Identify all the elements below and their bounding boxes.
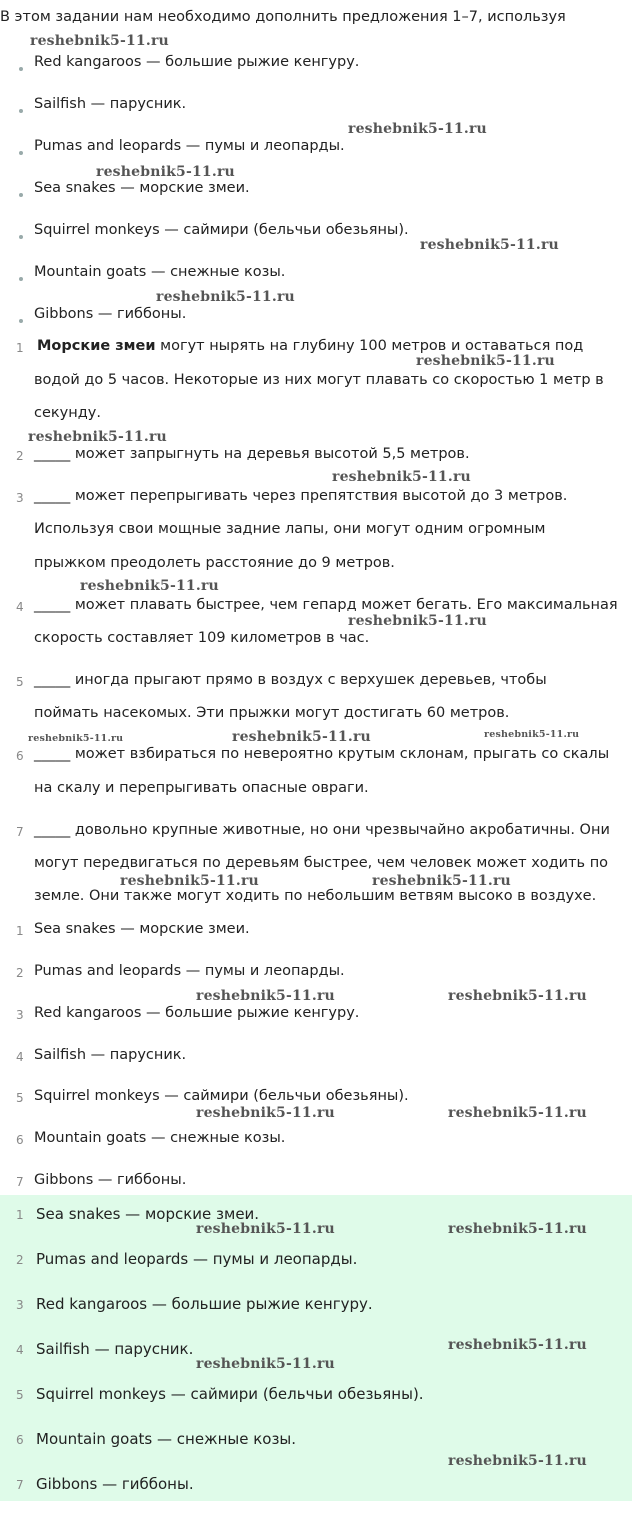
watermark: reshebnik5-11.ru — [348, 613, 487, 629]
sentence-1-line: секунду. — [34, 405, 101, 421]
item-number: 2 — [16, 966, 24, 980]
sentence-5-line: поймать насекомых. Эти прыжки могут достигать 60 метров. — [34, 705, 510, 721]
vocab-item: Squirrel monkeys — саймири (бельчьи обезьяны). — [34, 222, 409, 238]
item-number: 4 — [16, 600, 24, 614]
item-number: 1 — [16, 924, 24, 938]
watermark: reshebnik5-11.ru — [80, 578, 219, 594]
watermark: reshebnik5-11.ru — [448, 988, 587, 1004]
item-number: 7 — [16, 825, 24, 839]
answer-item: Mountain goats — снежные козы. — [34, 1130, 286, 1146]
answer-box-item: Sea snakes — морские змеи. — [36, 1205, 260, 1223]
answer-item: Squirrel monkeys — саймири (бельчьи обезьяны). — [34, 1088, 409, 1104]
watermark: reshebnik5-11.ru — [448, 1453, 587, 1469]
vocab-item: Mountain goats — снежные козы. — [34, 264, 286, 280]
bullet-icon — [19, 193, 23, 197]
item-number: 6 — [16, 1133, 24, 1147]
sentence-6: _____ может взбираться по невероятно крутым склонам, прыгать со скалы — [34, 746, 610, 762]
sentence-7-line: могут передвигаться по деревьям быстрее, чем человек может ходить по — [34, 855, 609, 871]
watermark: reshebnik5-11.ru — [30, 33, 169, 49]
item-number: 6 — [16, 1433, 24, 1447]
item-number: 2 — [16, 449, 24, 463]
sentence-5: _____ иногда прыгают прямо в воздух с верхушек деревьев, чтобы — [34, 672, 547, 688]
answer-box-item: Sailfish — парусник. — [36, 1340, 194, 1358]
answer-item: Sailfish — парусник. — [34, 1047, 187, 1063]
vocab-item: Red kangaroos — большие рыжие кенгуру. — [34, 54, 360, 70]
watermark: reshebnik5-11.ru — [484, 729, 580, 740]
item-number: 4 — [16, 1343, 24, 1357]
sentence-7-line: земле. Они также могут ходить по небольшим ветвям высоко в воздухе. — [34, 888, 597, 904]
answer-item: Pumas and leopards — пумы и леопарды. — [34, 963, 345, 979]
answer-box-item: Squirrel monkeys — саймири (бельчьи обезьяны). — [36, 1385, 424, 1403]
answer-box-item: Red kangaroos — большие рыжие кенгуру. — [36, 1295, 373, 1313]
item-number: 5 — [16, 1091, 24, 1105]
vocab-item: Pumas and leopards — пумы и леопарды. — [34, 138, 345, 154]
item-number: 2 — [16, 1253, 24, 1267]
watermark: reshebnik5-11.ru — [348, 121, 487, 137]
bullet-icon — [19, 319, 23, 323]
sentence-1-text: могут нырять на глубину 100 метров и оставаться под — [155, 338, 584, 354]
sentence-4: _____ может плавать быстрее, чем гепард может бегать. Его максимальная — [34, 597, 618, 613]
bullet-icon — [19, 277, 23, 281]
vocab-item: Sailfish — парусник. — [34, 96, 187, 112]
answer-box-item: Gibbons — гиббоны. — [36, 1475, 194, 1493]
answer-item: Gibbons — гиббоны. — [34, 1172, 187, 1188]
sentence-7: _____ довольно крупные животные, но они чрезвычайно акробатичны. Они — [34, 822, 610, 838]
item-number: 5 — [16, 1388, 24, 1402]
sentence-3-line: прыжком преодолеть расстояние до 9 метров. — [34, 555, 395, 571]
watermark: reshebnik5-11.ru — [96, 164, 235, 180]
bullet-icon — [19, 151, 23, 155]
item-number: 7 — [16, 1175, 24, 1189]
answer-box-item: Mountain goats — снежные козы. — [36, 1430, 297, 1448]
bullet-icon — [19, 235, 23, 239]
sentence-4-line: скорость составляет 109 километров в час. — [34, 630, 370, 646]
answer-box-item: Pumas and leopards — пумы и леопарды. — [36, 1250, 358, 1268]
sentence-3: _____ может перепрыгивать через препятствия высотой до 3 метров. — [34, 488, 568, 504]
watermark: reshebnik5-11.ru — [448, 1221, 587, 1237]
watermark: reshebnik5-11.ru — [332, 469, 471, 485]
watermark: reshebnik5-11.ru — [28, 429, 167, 445]
sentence-2: _____ может запрыгнуть на деревья высотой 5,5 метров. — [34, 446, 470, 462]
watermark: reshebnik5-11.ru — [196, 988, 335, 1004]
sentence-1 — [37, 338, 583, 354]
vocab-item: Sea snakes — морские змеи. — [34, 180, 250, 196]
watermark: reshebnik5-11.ru — [28, 733, 124, 744]
bullet-icon — [19, 67, 23, 71]
sentence-1-line: водой до 5 часов. Некоторые из них могут плавать со скоростью 1 метр в — [34, 372, 604, 388]
watermark: reshebnik5-11.ru — [420, 237, 559, 253]
sentence-3-line: Используя свои мощные задние лапы, они могут одним огромным — [34, 521, 546, 537]
item-number: 3 — [16, 1298, 24, 1312]
item-number: 4 — [16, 1050, 24, 1064]
bullet-icon — [19, 109, 23, 113]
watermark: reshebnik5-11.ru — [448, 1105, 587, 1121]
watermark: reshebnik5-11.ru — [196, 1356, 335, 1372]
watermark: reshebnik5-11.ru — [416, 353, 555, 369]
item-number: 1 — [16, 341, 24, 355]
watermark: reshebnik5-11.ru — [448, 1337, 587, 1353]
answer-item: Red kangaroos — большие рыжие кенгуру. — [34, 1005, 360, 1021]
item-number: 3 — [16, 1008, 24, 1022]
watermark: reshebnik5-11.ru — [372, 873, 511, 889]
item-number: 1 — [16, 1208, 24, 1222]
sentence-6-line: на скалу и перепрыгивать опасные овраги. — [34, 780, 369, 796]
intro-text: В этом задании нам необходимо дополнить предложения 1–7, используя — [0, 9, 566, 25]
watermark: reshebnik5-11.ru — [196, 1105, 335, 1121]
watermark: reshebnik5-11.ru — [120, 873, 259, 889]
item-number: 5 — [16, 675, 24, 689]
item-number: 6 — [16, 749, 24, 763]
sentence-1-answer: Морские змеи — [37, 338, 156, 354]
vocab-item: Gibbons — гиббоны. — [34, 306, 187, 322]
watermark: reshebnik5-11.ru — [156, 289, 295, 305]
answer-item: Sea snakes — морские змеи. — [34, 921, 250, 937]
item-number: 3 — [16, 491, 24, 505]
watermark: reshebnik5-11.ru — [232, 729, 371, 745]
watermark: reshebnik5-11.ru — [196, 1221, 335, 1237]
item-number: 7 — [16, 1478, 24, 1492]
